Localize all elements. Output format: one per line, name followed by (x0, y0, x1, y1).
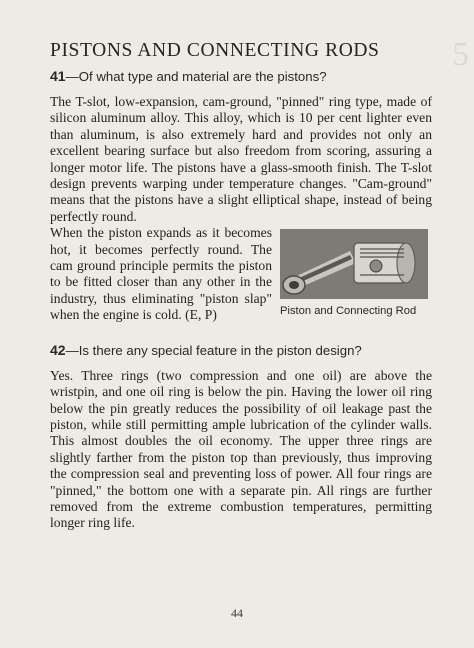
chapter-title: PISTONS AND CONNECTING RODS (50, 40, 380, 61)
question-dash: — (65, 69, 79, 84)
figure-caption: Piston and Connecting Rod (280, 305, 417, 318)
question-dash: — (65, 342, 79, 358)
question-text: Is there any special feature in the piston design? (78, 342, 362, 358)
question-41 (50, 68, 432, 84)
answer-41-part2: When the piston expands as it becomes hot, it becomes perfectly round. The cam ground principle permits the piston to be fitted closer than any other in the industry, thus eliminating "piston slap" when the engine is cold. (E, P) (50, 225, 272, 323)
question-number: 42 (50, 341, 66, 358)
bleed-through-mark: 5 (452, 36, 469, 73)
question-text: Of what type and material are the pistons? (78, 69, 327, 84)
question-number: 41 (50, 68, 66, 84)
figure (280, 229, 432, 317)
answer-42: Yes. Three rings (two compression and one oil) are above the wristpin, and one oil ring is below the pin. Having the lower oil ring below the pin greatly reduces the possibility of oil leakage past the piston, while still permitting ample lubrication of the cylinder walls. This almost doubles the oil economy. The upper three rings are slightly farther from the piston top than previously, thus improving the compression seal and preventing loss of power. All four rings are "pinned," the bottom one with a separate pin. All rings are further removed from the extreme combustion temperatures, permitting longer ring life. (50, 367, 432, 531)
piston-connecting-rod-photo (280, 229, 428, 299)
question-42 (50, 342, 432, 358)
answer-41-part1: The T-slot, low-expansion, cam-ground, "pinned" ring type, made of silicon aluminum alloy. This alloy, which is 10 per cent lighter even than aluminum, is also extremely hard and provides not only an excellent bearing surface but also freedom from scoring, assuring a longer motor life. The pistons have a glass-smooth finish. The T-slot design prevents warping under temperature changes. "Cam-ground" means that the pistons have a slight elliptical shape, instead of being perfectly round. (50, 94, 432, 224)
piston-illustration-icon (280, 229, 428, 299)
page-content (50, 40, 432, 532)
page-number: 44 (231, 606, 243, 620)
